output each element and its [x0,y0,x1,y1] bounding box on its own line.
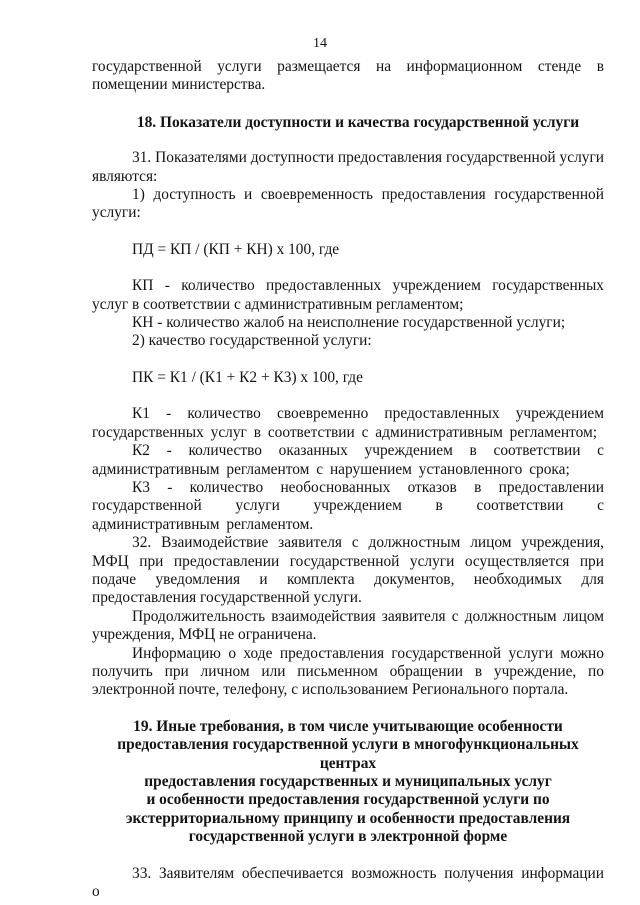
section-18-heading: 18. Показатели доступности и качества государственной услуги [136,113,580,131]
paragraph-continuation: государственной услуги размещается на информационном стенде в помещении министерства. [92,58,604,94]
definition-k3: К3 - количество необоснованных отказов в предоставлении государственной услуги учреждением в соответствии с административным регламентом. [92,478,604,533]
section-19-heading-line: 19. Иные требования, в том числе учитывающие особенности [133,717,563,735]
section-19-heading-line: предоставления государственной услуги в многофункциональных центрах [117,736,579,772]
section-19-heading [92,718,604,847]
section-19-heading-line: государственной услуги в электронной форме [188,828,508,846]
formula-pd: ПД = КП / (КП + КН) х 100, где [132,240,340,258]
formula-pk: ПК = К1 / (К1 + К2 + К3) х 100, где [132,368,363,386]
definition-kn: КН - количество жалоб на неисполнение государственной услуги; [132,314,566,332]
definition-k1: К1 - количество своевременно предоставленных учреждением государственных услуг в соответствии с административным регламентом; [92,405,604,441]
paragraph-31: 31. Показателями доступности предоставления государственной услуги являются: [92,149,604,185]
section-19-heading-line: и особенности предоставления государственной услуги по [146,791,550,809]
section-19-heading-line: предоставления государственных и муниципальных услуг [144,773,552,790]
definition-k2: К2 - количество оказанных учреждением в соответствии с административным регламентом с нарушением установленного срока; [92,442,604,478]
paragraph-duration: Продолжительность взаимодействия заявителя с должностным лицом учреждения, МФЦ не ограничена. [92,607,604,644]
paragraph-33: 33. Заявителям обеспечивается возможность получения информации о [92,864,604,901]
paragraph-31-item-1: 1) доступность и своевременность предоставления государственной услуги: [92,186,604,222]
paragraph-information: Информацию о ходе предоставления государственной услуги можно получить при личном или письменном обращении в учреждение, по электронной почте, телефону, с использованием Регионального портала. [92,644,604,699]
paragraph-32: 32. Взаимодействие заявителя с должностным лицом учреждения, МФЦ при предоставлении государственной услуги осуществляется при подаче уведомления и комплекта документов, необходимых для предоставления государственной услуги. [92,534,604,607]
section-19-heading-line: экстерриториальному принципу и особенности предоставления [125,809,571,827]
document-body [92,58,604,901]
paragraph-31-item-2: 2) качество государственной услуги: [132,332,372,350]
definition-kp: КП - количество предоставленных учреждением государственных услуг в соответствии с административным регламентом; [92,277,604,313]
page-number: 14 [313,36,327,51]
